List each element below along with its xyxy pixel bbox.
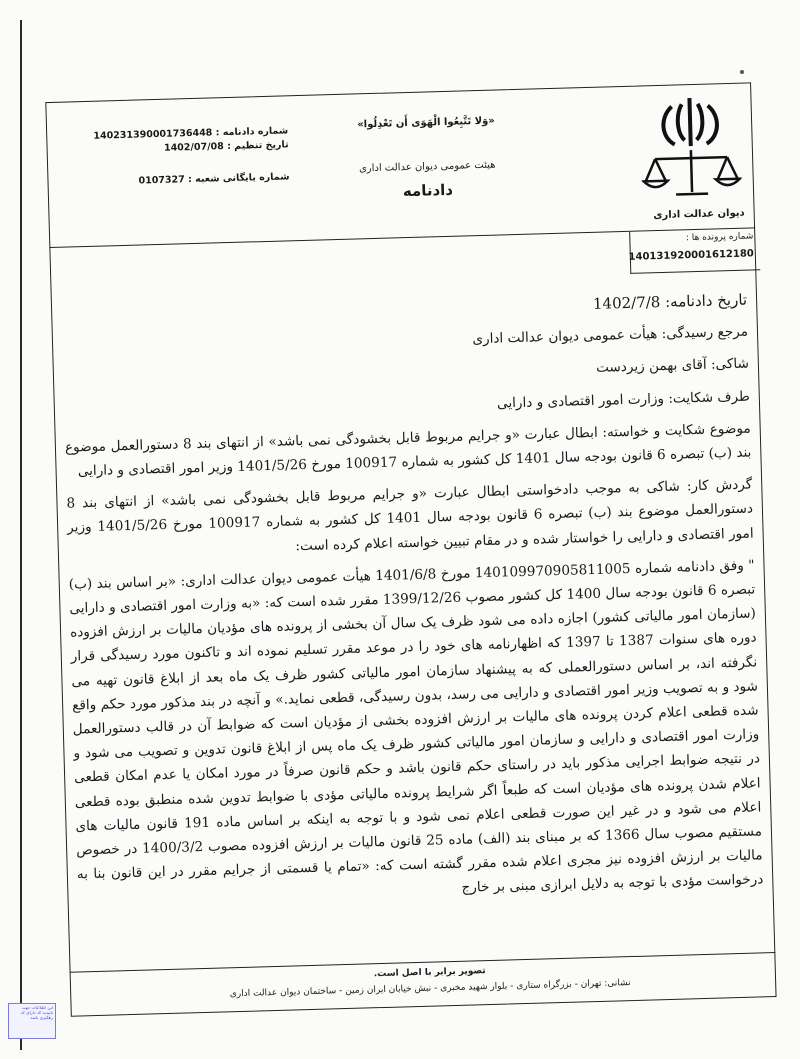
decision-date-line: تاریخ دادنامه: 1402/7/8 [592,290,748,313]
archive-number [59,171,289,188]
subject-paragraph: موضوع شکایت و خواسته: ابطال عبارت «و جرایم مربوط قابل بخشودگی نمی باشد» از انتهای بند 8 دستورالعمل موضوع بند (ب) تبصره 6 قانون بودجه سال 1401 کل کشور به شماره 100917 مورخ 1401/5/26 وزیر امور اقتصادی و دارایی [64,420,752,480]
header-verse: «وَلا تَتَّبِعُوا الْهَوَى أَن تَعْدِلُوا» [357,115,495,131]
issue-date [59,139,289,156]
decision-number-label: شماره دادنامه : [215,125,289,139]
decision-document [45,82,780,1021]
certified-copy-note: تصویر برابر با اصل است. [373,966,486,980]
document-body [61,288,764,920]
decision-number-value: 140231390001736448 [93,127,213,142]
case-number-label: شماره پرونده ها : [685,231,754,244]
plaintiff-line: شاکی: آقای بهمن زیردست [595,355,750,377]
proceeding-paragraph: گردش کار: شاکی به موجب دادخواستی ابطال عبارت «و جرایم مربوط قابل بخشودگی نمی باشد» از انتهای بند 8 دستورالعمل موضوع بند (ب) تبصره 6 قانون بودجه سال 1401 کل کشور به شماره 100917 مورخ 1401/5/26 وزیر امور اقتصادی و دارایی را خواستار شده و در مقام تبیین خواسته اعلام کرده است: [66,476,754,554]
quote-paragraph: " وفق دادنامه شماره 140109970905811005 مورخ 1401/6/8 هیأت عمومی دیوان عدالت اداری: «بر اساس بند (ب) تبصره 6 قانون بودجه سال 1400 کل کشور مصوب 1399/12/26 مقرر شده است که: «به وزارت امور اقتصادی و دارایی (سازمان امور مالیاتی کشور) اجازه داده می شود ظرف یک سال آن بخشی از پرونده های مؤدیان مالیات بر ارزش افزوده دوره های سنوات 1387 تا 1397 که اظهارنامه های خود را در موعد مقرر تسلیم نموده اند و تاکنون مورد رسیدگی قرار نگرفته اند، بر اساس دستورالعملی که به پیشنهاد سازمان امور مالیاتی کشور ظرف یک ماه بعد از ابلاغ قانون تهیه می شود و به تصویب وزیر امور اقتصادی و دارایی می رسد، بدون رسیدگی، قطعی نماید.» و آنچه در بند مذکور مورد حکم واقع شده قطعی اعلام کردن پرونده های مالیات بر ارزش افزوده بخشی از مؤدیان است که ضوابط آن در قالب دستورالعمل وزارت امور اقتصادی و دارایی و سازمان امور مالیاتی کشور ظرف یک ماه پس از ابلاغ قانون تدوین و تصویب می شود و در نتیجه ضوابط اجرایی مذکور باید در راستای حکم قانون باشد و حکم قانون صرفاً در مورد امکان یا عدم امکان قطعی اعلام شدن پرونده های مؤدیان است که طبعاً اگر شرایط پرونده مالیاتی مؤدی با ضوابط تدوین شده منطبق بوده قطعی اعلام می شود و در غیر این صورت قطعی اعلام نمی شود و با توجه به اینکه بر اساس ماده 191 قانون مالیات های مستقیم مصوب سال 1366 که بر مبنای بند (الف) ماده 25 قانون مالیات بر ارزش افزوده مصوب 1400/3/2 در خصوص مالیات بر ارزش افزوده نیز مجری اعلام شده مقرر گشته است که: «تمام یا قسمتی از جرایم مقرر در این قانون بنا به درخواست مؤدی با توجه به دلایل ابرازی مبنی بر خارج [68,557,764,897]
issue-date-value: 1402/07/08 [163,141,224,154]
document-title: دادنامه [402,180,454,201]
top-cut-text [270,0,490,20]
verification-stamp [8,1003,56,1039]
court-address: نشانی: تهران - بزرگراه ستاری - بلوار شهید مخبری - نبش خیابان ایران زمین - ساختمان دیوان عدالت اداری [229,978,631,1000]
authority-line: مرجع رسیدگی: هیأت عمومی دیوان عدالت اداری [472,323,749,348]
header-board: هیئت عمومی دیوان عدالت اداری [358,159,496,175]
court-name: دیوان عدالت اداری [653,207,745,222]
issue-date-label: تاریخ تنظیم : [226,139,289,153]
scan-speck [740,70,744,74]
stamp-text: این اطلاعات جهت تاییدیه کد دارای کد رهگیری باشد [20,1005,53,1020]
scan-edge-line [20,20,22,1050]
defendant-line: طرف شکایت: وزارت امور اقتصادی و دارایی [496,388,751,412]
emblem-scales-icon [639,91,742,206]
case-number-value: 140131920001612180 [628,248,754,263]
archive-number-value: 0107327 [138,174,185,187]
document-header [45,82,755,248]
archive-number-label: شماره بایگانی شعبه : [187,171,290,186]
case-number-box [629,228,760,274]
